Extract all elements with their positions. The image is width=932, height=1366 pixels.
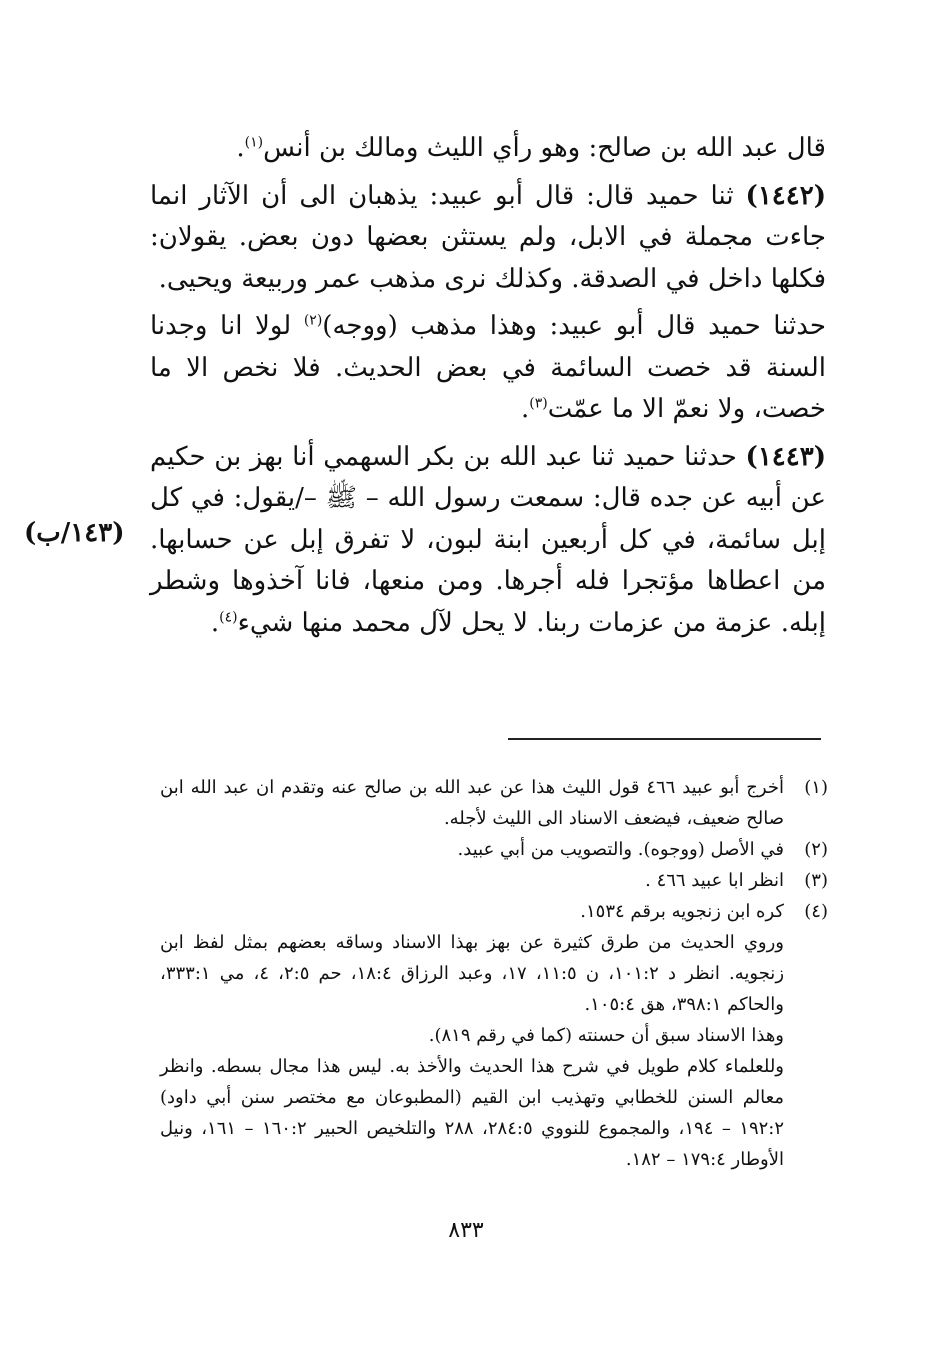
footnote-item xyxy=(160,1051,828,1175)
footnote-separator xyxy=(508,738,821,740)
footnote-ref-2: (٢) xyxy=(303,312,323,329)
footnote-item xyxy=(160,896,828,927)
period: . xyxy=(236,133,245,163)
period: . xyxy=(520,394,530,424)
footnote-number: (٢) xyxy=(804,839,828,860)
paragraph-4 xyxy=(150,437,826,645)
paragraph-1-text: قال عبد الله بن صالح: وهو رأي الليث ومالك بن أنس xyxy=(263,133,826,163)
manuscript-folio-marker: (١٤٣/ب) xyxy=(24,518,125,548)
paragraph-4-text: حدثنا حميد ثنا عبد الله بن بكر السهمي أنا بهز بن حكيم عن أبيه عن جده قال: سمعت رسول الله – ﷺ –/يقول: في كل إبل سائمة، في كل أربعين ابنة لبون، لا تفرق إبل عن حسابها. من اعطاها مؤتجرا فله أجرها. ومن منعها، فانا آخذوها وشطر إبله. عزمة من عزمات ربنا. لا يحل لآل محمد منها شيء xyxy=(150,441,826,638)
footnote-number xyxy=(784,1051,828,1175)
paragraph-1 xyxy=(150,128,826,170)
paragraph-2 xyxy=(150,176,826,301)
main-text xyxy=(150,128,826,650)
footnote-text: كره ابن زنجويه برقم ١٥٣٤. xyxy=(580,901,784,922)
footnote-item xyxy=(160,1020,828,1051)
footnote-number: (٣) xyxy=(804,870,828,891)
footnote-number xyxy=(784,927,828,1020)
footnote-ref-1: (١) xyxy=(244,134,264,151)
footnote-text: في الأصل (ووجوه). والتصويب من أبي عبيد. xyxy=(457,839,784,860)
footnote-item xyxy=(160,927,828,1020)
footnote-number: (١) xyxy=(804,777,828,798)
footnote-item xyxy=(160,865,828,896)
hadith-number-1442: (١٤٤٢) xyxy=(745,180,826,211)
footnote-item xyxy=(160,834,828,865)
footnote-text: وللعلماء كلام طويل في شرح هذا الحديث والأخذ به. ليس هذا مجال بسطه. وانظر معالم السنن للخطابي وتهذيب ابن القيم (المطبوعان مع مختصر سنن أبي داود) ١٩٢:٢ – ١٩٤، والمجموع للنووي ٢٨٤:٥، ٢٨٨ والتلخيص الحبير ١٦٠:٢ – ١٦١، ونيل الأوطار ١٧٩:٤ – ١٨٢. xyxy=(160,1056,785,1170)
footnotes xyxy=(160,772,828,1175)
paragraph-3-text-b: لولا انا وجدنا السنة قد خصت السائمة في بعض الحديث. فلا نخص الا ما خصت، ولا نعمّ الا ما عمّت xyxy=(150,311,826,424)
footnote-text: انظر ابا عبيد ٤٦٦ . xyxy=(645,870,784,891)
footnote-ref-3: (٣) xyxy=(529,395,548,412)
footnote-number xyxy=(784,1020,828,1051)
footnote-text: وروي الحديث من طرق كثيرة عن بهز بهذا الاسناد وساقه بعضهم بمثل لفظ ابن زنجويه. انظر د ١٠١:٢، ن ١١:٥، ١٧، وعبد الرزاق ١٨:٤، حم ٢:٥، ٤، مي ٣٣٣:١، والحاكم ٣٩٨:١، هق ١٠٥:٤. xyxy=(160,932,785,1015)
footnote-item xyxy=(160,772,828,834)
footnote-text: وهذا الاسناد سبق أن حسنته (كما في رقم ٨١٩). xyxy=(428,1025,784,1046)
period: . xyxy=(210,607,220,638)
paragraph-2-text: ثنا حميد قال: قال أبو عبيد: يذهبان الى أن الآثار انما جاءت مجملة في الابل، ولم يستثن بعضها دون بعض. يقولان: فكلها داخل في الصدقة. وكذلك نرى مذهب عمر وربيعة ويحيى. xyxy=(150,180,826,294)
page-number: ٨٣٣ xyxy=(448,1218,484,1243)
paragraph-3-text-a: حدثنا حميد قال أبو عبيد: وهذا مذهب (ووجه) xyxy=(322,311,826,341)
footnote-ref-4: (٤) xyxy=(219,608,238,625)
hadith-number-1443: (١٤٤٣) xyxy=(745,441,826,472)
footnote-number: (٤) xyxy=(804,901,828,922)
footnote-text: أخرج أبو عبيد ٤٦٦ قول الليث هذا عن عبد الله بن صالح عنه وتقدم ان عبد الله ابن صالح ضعيف، فيضعف الاسناد الى الليث لأجله. xyxy=(160,777,784,829)
paragraph-3 xyxy=(150,306,826,431)
